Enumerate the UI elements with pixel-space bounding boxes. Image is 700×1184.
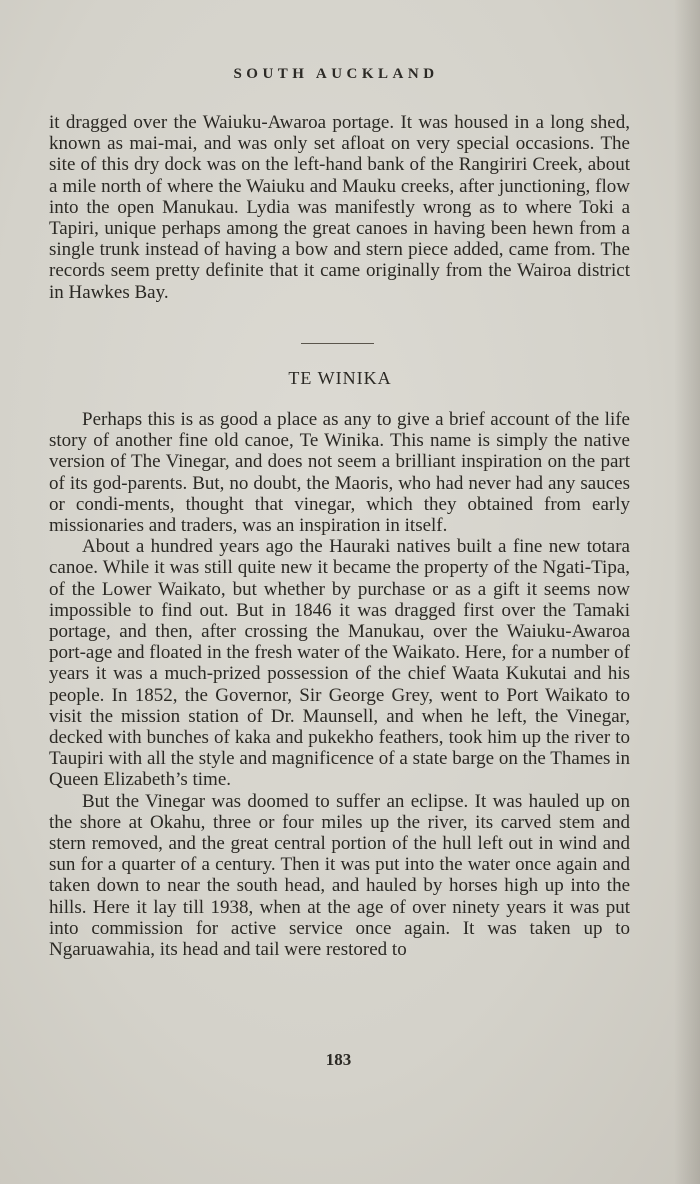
section-heading: TE WINIKA [288, 368, 392, 388]
section-divider [301, 343, 374, 344]
running-head: SOUTH AUCKLAND [233, 66, 439, 82]
paragraph: But the Vinegar was doomed to suffer an eclipse. It was hauled up on the shore at Okahu, three or four miles up the river, its carved stem and stern removed, and the great central portion of the hull left out in wind and sun for a quarter of a century. Then it was put into the water once again and taken down to near the south head, and hauled by horses high up into the hills. Here it lay till 1938, when at the age of over ninety years it was put into commission for active service once again. It was taken up to Ngaruawahia, its head and tail were restored to [49, 790, 630, 961]
spine-shadow [674, 0, 700, 1184]
paragraph: Perhaps this is as good a place as any to give a brief account of the life story of another fine old canoe, Te Winika. This name is simply the native version of The Vinegar, and does not seem a brilliant inspiration on the part of its god-parents. But, no doubt, the Maoris, who had never had any sauces or condi-ments, thought that vinegar, which they obtained from early missionaries and traders, was an inspiration in itself. [49, 409, 630, 537]
page-number: 183 [325, 1050, 352, 1069]
paragraph: About a hundred years ago the Hauraki natives built a fine new totara canoe. While it was still quite new it became the property of the Ngati-Tipa, of the Lower Waikato, but whether by purchase or as a gift it seems now impossible to find out. But in 1846 it was dragged first over the Tamaki portage, and then, after crossing the Manukau, over the Waiuku-Awaroa port-age and floated in the fresh water of the Waikato. Here, for a number of years it was a much-prized possession of the chief Waata Kukutai and his people. In 1852, the Governor, Sir George Grey, went to Port Waikato to visit the mission station of Dr. Maunsell, and when he left, the Vinegar, decked with bunches of kaka and pukekho feathers, took him up the river to Taupiri with all the style and magnificence of a state barge on the Thames in Queen Elizabeth’s time. [49, 536, 630, 791]
continued-text [49, 112, 630, 303]
paragraph: it dragged over the Waiuku-Awaroa portage. It was housed in a long shed, known as mai-mai, and was only set afloat on very special occasions. The site of this dry dock was on the left-hand bank of the Rangiriri Creek, about a mile north of where the Waiuku and Mauku creeks, after junctioning, flow into the open Manukau. Lydia was manifestly wrong as to where Toki a Tapiri, unique perhaps among the great canoes in having been hewn from a single trunk instead of having a bow and stern piece added, came from. The records seem pretty definite that it came originally from the Wairoa district in Hawkes Bay. [49, 112, 630, 303]
section-body [49, 409, 630, 960]
